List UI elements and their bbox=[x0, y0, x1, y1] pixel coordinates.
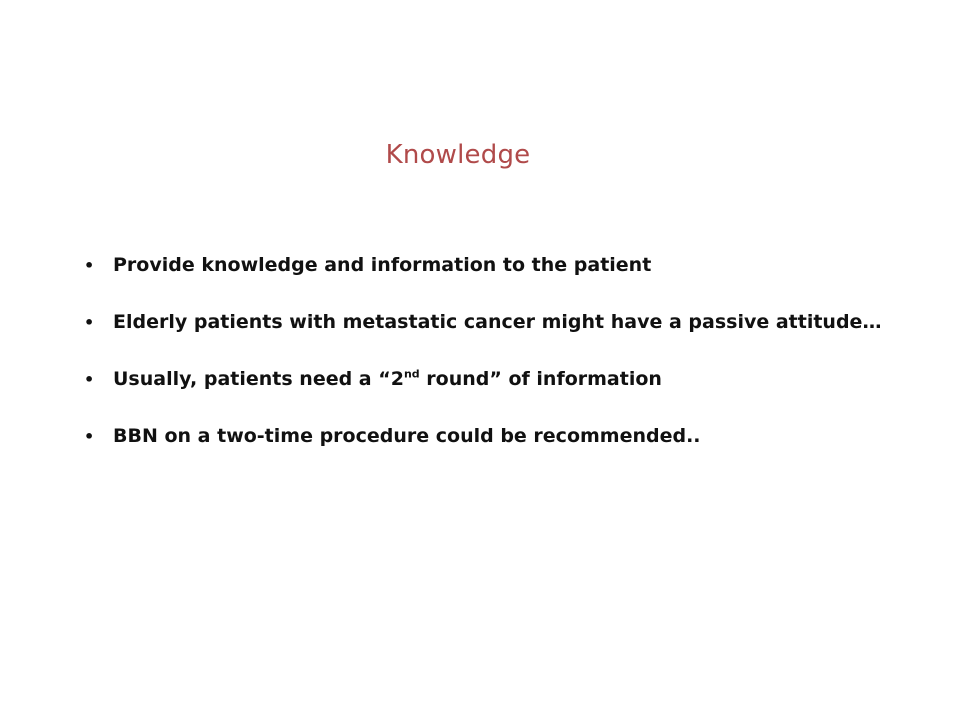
bullet-icon: • bbox=[84, 256, 95, 275]
slide-title: Knowledge bbox=[385, 140, 531, 170]
bullet-text-superscript: nd bbox=[403, 367, 420, 381]
bullet-item-3 bbox=[84, 368, 924, 396]
bullet-item-2 bbox=[84, 311, 924, 339]
bullet-list bbox=[84, 254, 924, 482]
bullet-text-before: Usually, patients need a “2 bbox=[113, 368, 404, 390]
bullet-icon: • bbox=[84, 313, 95, 332]
bullet-text: BBN on a two-time procedure could be recommended.. bbox=[113, 425, 701, 447]
bullet-text-after: round” of information bbox=[419, 368, 662, 390]
bullet-text: Provide knowledge and information to the patient bbox=[113, 254, 652, 276]
bullet-item-4 bbox=[84, 425, 924, 453]
bullet-icon: • bbox=[84, 427, 95, 446]
bullet-text: Elderly patients with metastatic cancer might have a passive attitude… bbox=[113, 311, 882, 333]
bullet-item-1 bbox=[84, 254, 924, 282]
bullet-icon: • bbox=[84, 370, 95, 389]
bullet-text bbox=[113, 368, 662, 390]
